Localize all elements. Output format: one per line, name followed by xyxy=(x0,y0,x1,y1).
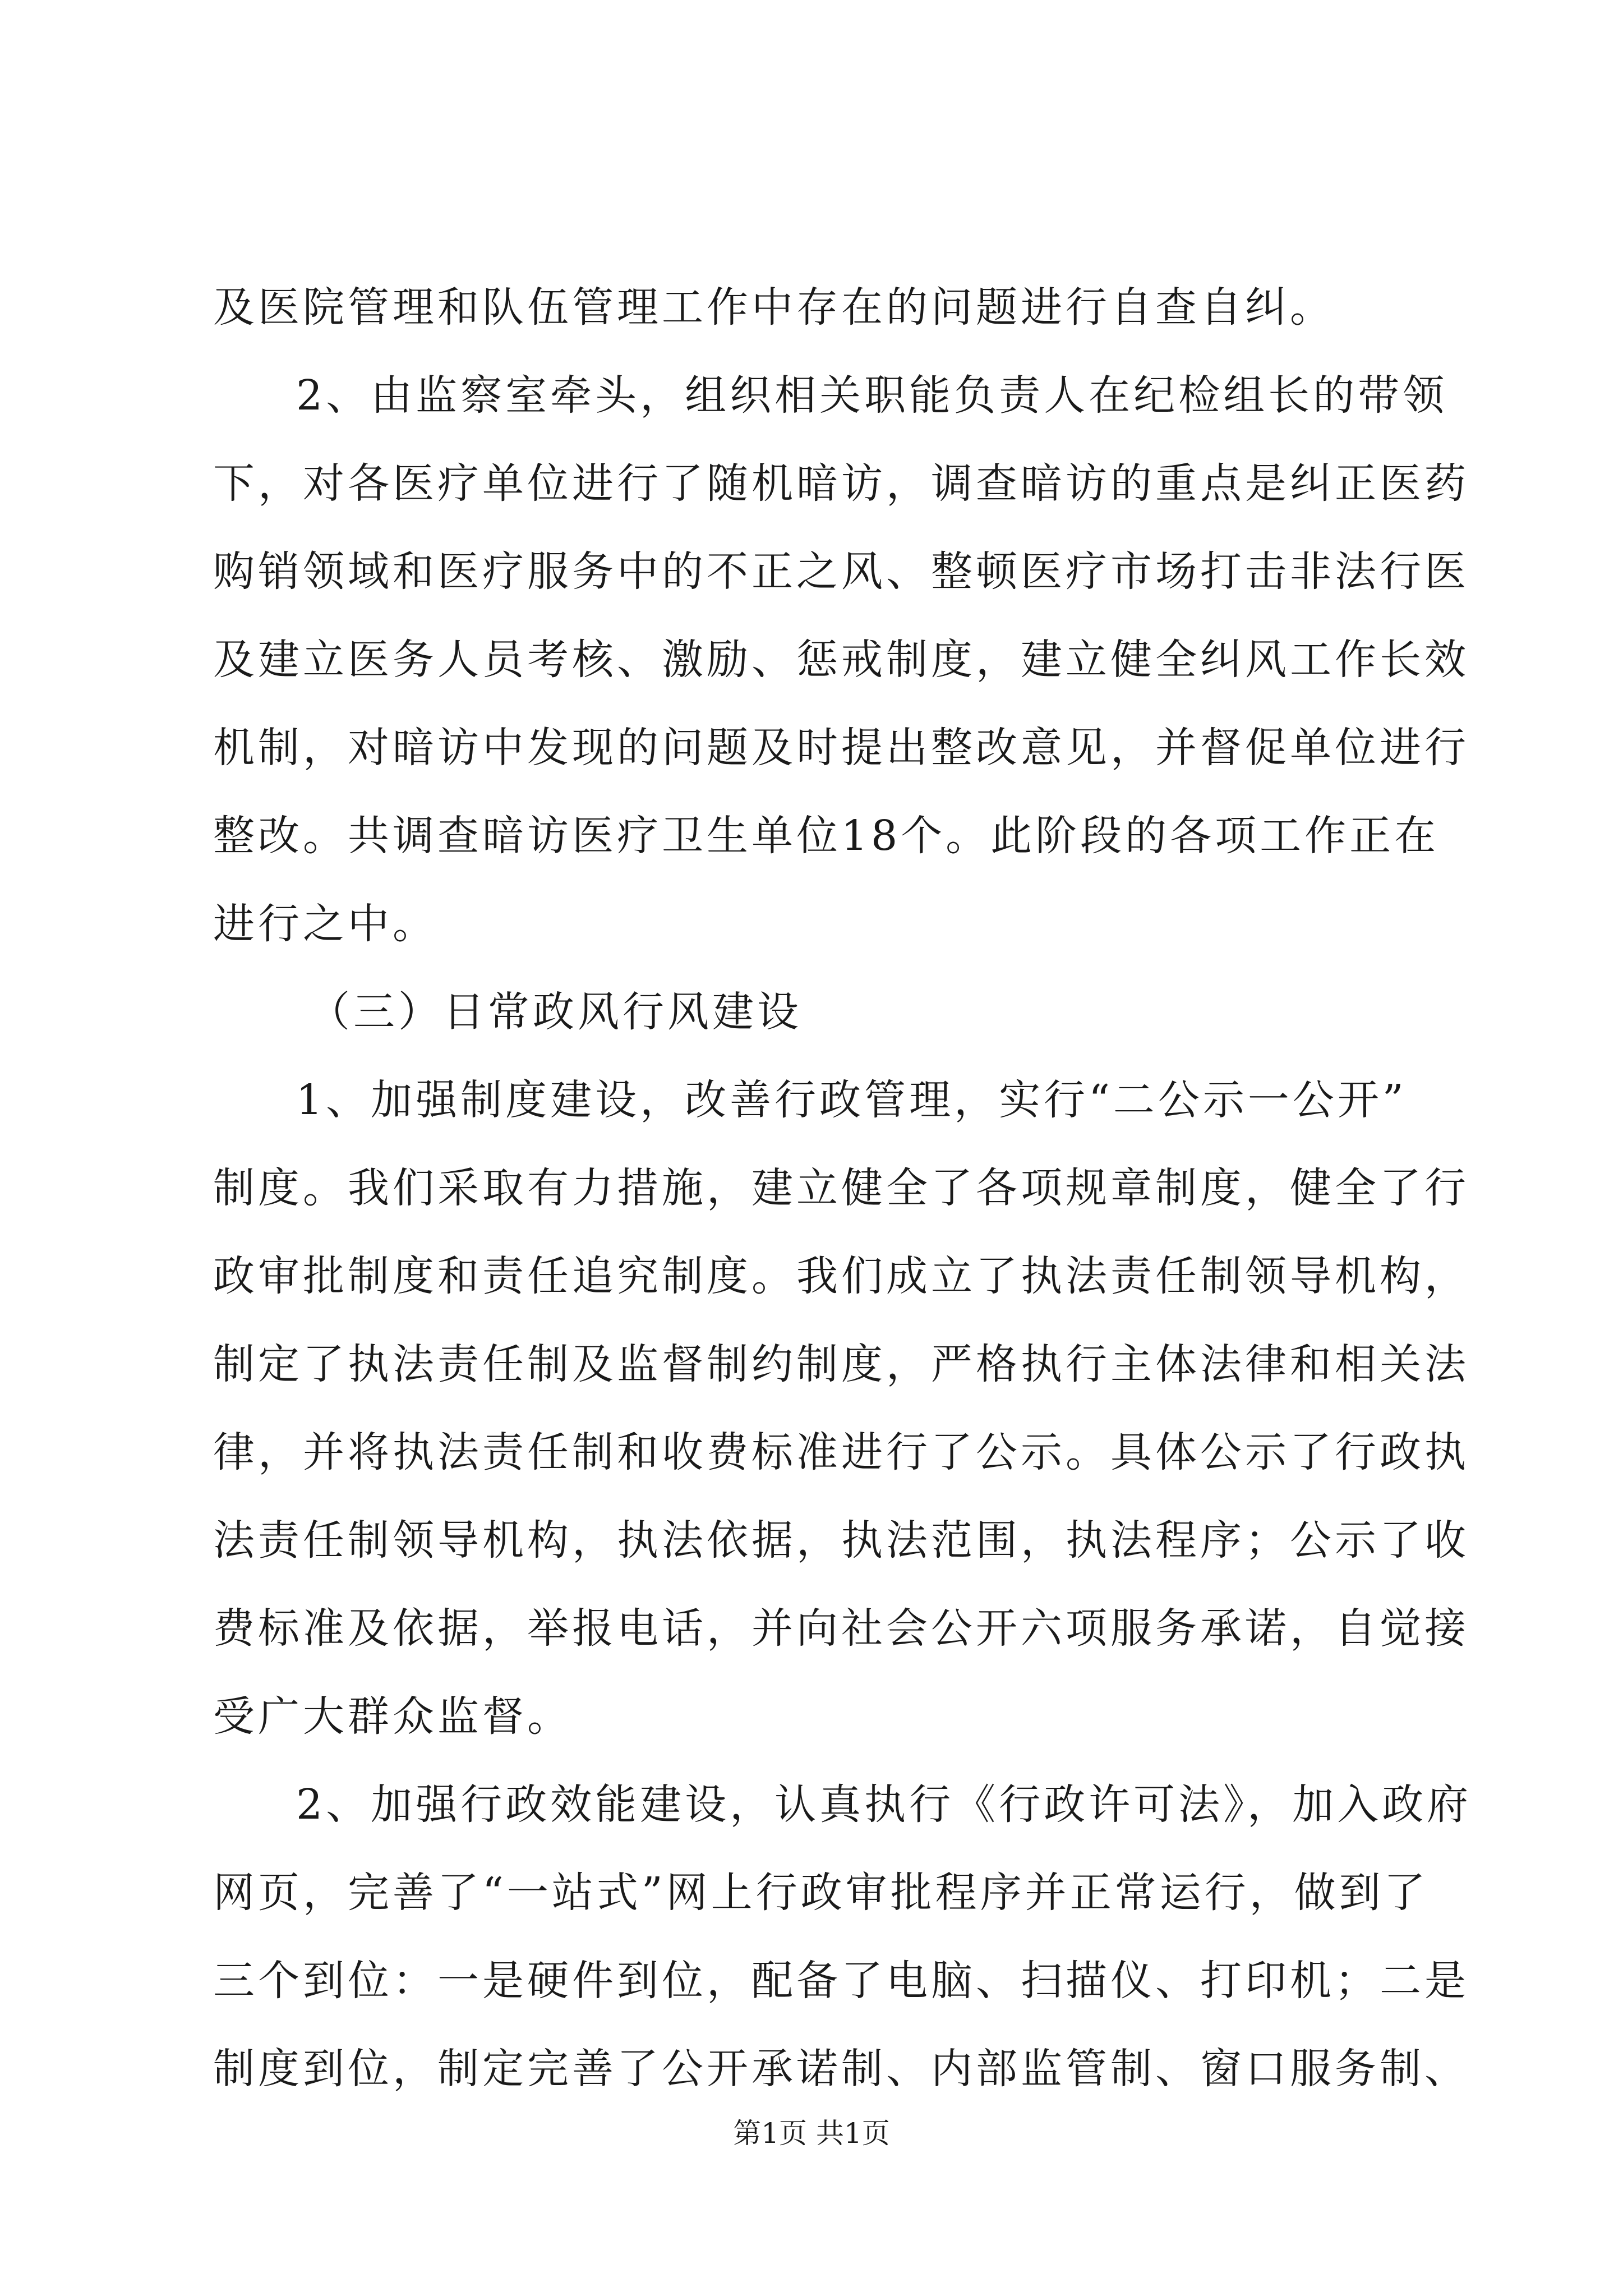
paragraph-line: 律，并将执法责任制和收费标准进行了公示。具体公示了行政执 xyxy=(213,1428,1469,1476)
paragraph-line: 政审批制度和责任追究制度。我们成立了执法责任制领导机构， xyxy=(213,1252,1469,1300)
page-footer: 第1页 共1页 xyxy=(733,2117,890,2150)
paragraph-line: 进行之中。 xyxy=(213,900,437,948)
paragraph-line: 制度。我们采取有力措施，建立健全了各项规章制度，健全了行 xyxy=(213,1164,1469,1212)
section-heading: （三）日常政风行风建设 xyxy=(308,988,802,1036)
paragraph-line: 2、加强行政效能建设，认真执行《行政许可法》，加入政府 xyxy=(296,1780,1472,1829)
paragraph-line: 整改。共调查暗访医疗卫生单位18个。此阶段的各项工作正在 xyxy=(213,812,1440,860)
paragraph-line: 费标准及依据，举报电话，并向社会公开六项服务承诺，自觉接 xyxy=(213,1604,1469,1653)
paragraph-line: 制定了执法责任制及监督制约制度，严格执行主体法律和相关法 xyxy=(213,1340,1469,1388)
paragraph-line: 及医院管理和队伍管理工作中存在的问题进行自查自纠。 xyxy=(213,283,1335,332)
paragraph-line: 下，对各医疗单位进行了随机暗访，调查暗访的重点是纠正医药 xyxy=(213,459,1469,508)
paragraph-line: 受广大群众监督。 xyxy=(213,1692,572,1741)
paragraph-line: 三个到位：一是硬件到位，配备了电脑、扫描仪、打印机；二是 xyxy=(213,1957,1469,2005)
paragraph-line: 制度到位，制定完善了公开承诺制、内部监管制、窗口服务制、 xyxy=(213,2045,1469,2093)
document-body xyxy=(213,264,1472,2113)
paragraph-line: 机制，对暗访中发现的问题及时提出整改意见，并督促单位进行 xyxy=(213,724,1469,772)
paragraph-line: 2、由监察室牵头，组织相关职能负责人在纪检组长的带领 xyxy=(296,371,1448,420)
paragraph-line: 购销领域和医疗服务中的不正之风、整顿医疗市场打击非法行医 xyxy=(213,547,1469,596)
paragraph-line: 及建立医务人员考核、激励、惩戒制度，建立健全纠风工作长效 xyxy=(213,636,1469,684)
paragraph-line: 网页，完善了“一站式”网上行政审批程序并正常运行，做到了 xyxy=(213,1869,1429,1917)
paragraph-line: 法责任制领导机构，执法依据，执法范围，执法程序；公示了收 xyxy=(213,1516,1469,1565)
paragraph-line: 1、加强制度建设，改善行政管理，实行“二公示一公开” xyxy=(296,1076,1407,1124)
